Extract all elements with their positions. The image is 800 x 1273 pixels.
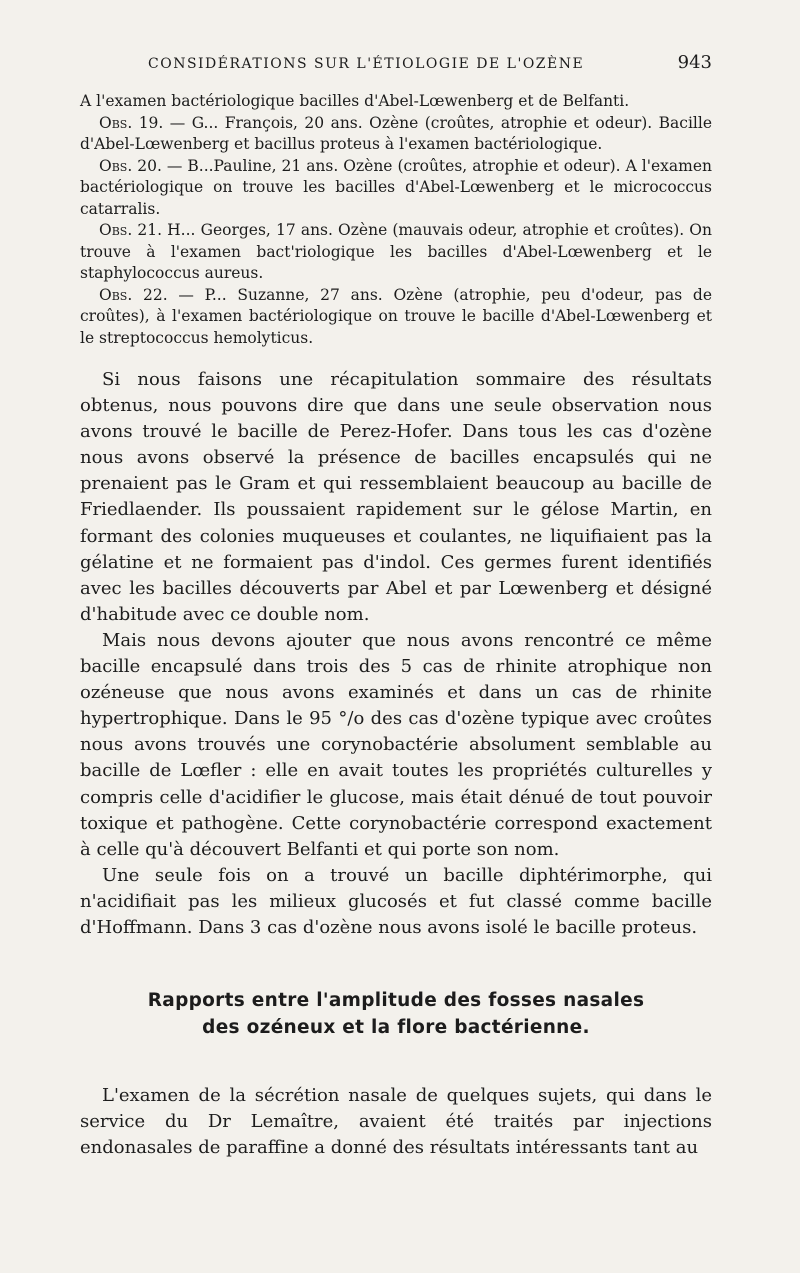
observation-paragraph	[80, 156, 712, 221]
observation-lead: Obs.	[99, 156, 133, 175]
observation-text: 22. — P... Suzanne, 27 ans. Ozène (atrophie, peu d'odeur, pas de croûtes), à l'examen bactériologique on trouve le bacille d'Abel-Lœwenberg et le streptococcus hemolyticus.	[80, 285, 712, 347]
body-paragraph: Une seule fois on a trouvé un bacille diphtérimorphe, qui n'acidifiait pas les milieux glucosés et fut classé comme bacille d'Hoffmann. Dans 3 cas d'ozène nous avons isolé le bacille proteus.	[80, 864, 712, 938]
observation-lead: Obs.	[99, 113, 133, 132]
page-number: 943	[677, 52, 712, 73]
observation-text: 19. — G... François, 20 ans. Ozène (croûtes, atrophie et odeur). Bacille d'Abel-Lœwenberg et bacillus proteus à l'examen bactériologique.	[80, 113, 712, 153]
observation-text: 21. H... Georges, 17 ans. Ozène (mauvais odeur, atrophie et croûtes). On trouve à l'examen bact'riologique les bacilles d'Abel-Lœwenberg et le staphylococcus aureus.	[80, 221, 712, 282]
observation-paragraph	[80, 113, 712, 156]
body-paragraph: Mais nous devons ajouter que nous avons rencontré ce même bacille encapsulé dans trois des 5 cas de rhinite atrophique non ozéneuse que nous avons examinés et dans un cas de rhinite hypertrophique. Dans le 95 °/o des cas d'ozène typique avec croûtes nous avons trouvés une corynobactérie absolument semblable au bacille de Lœfler : elle en avait toutes les propriétés culturelles y compris celle d'acidifier le glucose, mais était dénué de tout pouvoir toxique et pathogène. Cette corynobactérie correspond exactement à celle qu'à découvert Belfanti et qui porte son nom.	[80, 629, 712, 860]
section-heading-line: Rapports entre l'amplitude des fosses nasales	[147, 990, 645, 1012]
section-heading	[80, 987, 712, 1041]
section-paragraph: L'examen de la sécrétion nasale de quelques sujets, qui dans le service du Dr Lemaître, avaient été traités par injections endonasales de paraffine a donné des résultats intéressants tant au	[80, 1085, 712, 1159]
observation-lead: Obs.	[99, 221, 133, 239]
observation-lead: Obs.	[99, 285, 133, 304]
running-head	[148, 52, 712, 73]
page	[80, 52, 712, 1161]
running-title: CONSIDÉRATIONS SUR L'ÉTIOLOGIE DE L'OZÈNE	[148, 56, 585, 72]
body-paragraph: Si nous faisons une récapitulation sommaire des résultats obtenus, nous pouvons dire que dans une seule observation nous avons trouvé le bacille de Perez-Hofer. Dans tous les cas d'ozène nous avons observé la présence de bacilles encapsulés qui ne prenaient pas le Gram et qui ressemblaient beaucoup au bacille de Friedlaender. Ils poussaient rapidement sur le gélose Martin, en formant des colonies muqueuses et coulantes, ne liquifiaient pas la gélatine et ne formaient pas d'indol. Ces germes furent identifiés avec les bacilles découverts par Abel et par Lœwenberg et désigné d'habitude avec ce double nom.	[80, 369, 712, 625]
section-body	[80, 1083, 712, 1161]
observation-text: A l'examen bactériologique bacilles d'Abel-Lœwenberg et de Belfanti.	[80, 92, 630, 110]
observation-paragraph	[80, 91, 712, 113]
observations-block	[80, 91, 712, 349]
section-heading-line: des ozéneux et la flore bactérienne.	[202, 1017, 590, 1039]
body-text	[80, 367, 712, 941]
observation-paragraph	[80, 220, 712, 285]
observation-paragraph	[80, 285, 712, 350]
observation-text: 20. — B...Pauline, 21 ans. Ozène (croûtes, atrophie et odeur). A l'examen bactériologique on trouve les bacilles d'Abel-Lœwenberg et le micrococcus catarralis.	[80, 156, 712, 218]
